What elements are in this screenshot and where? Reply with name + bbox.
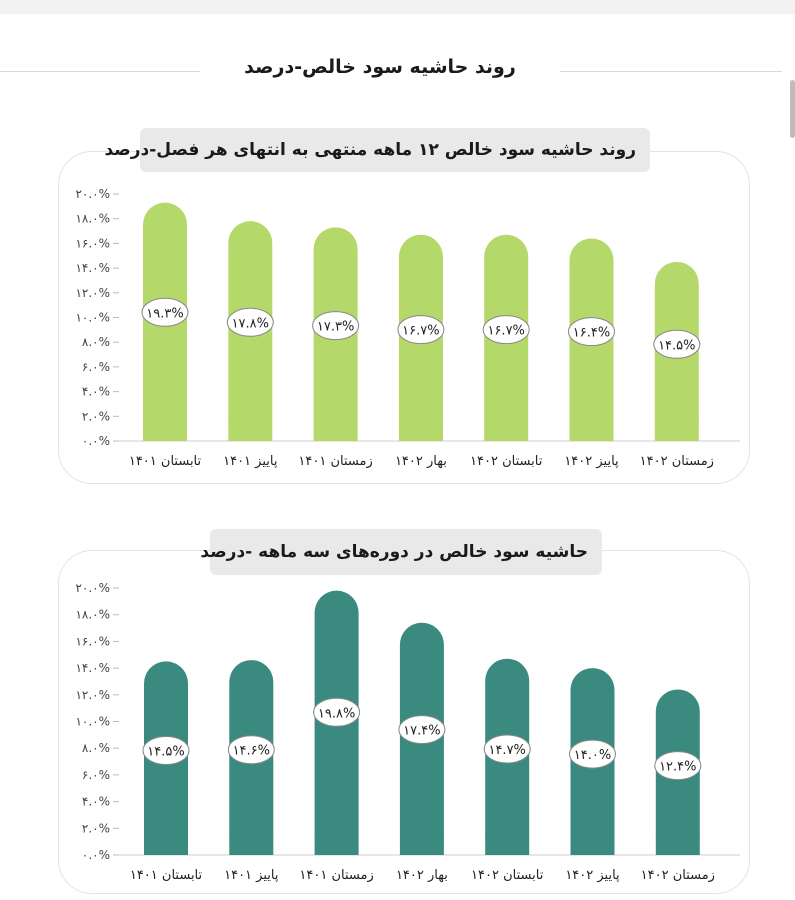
category-label: تابستان ۱۴۰۱	[129, 868, 203, 883]
value-label: ۱۴.۵%	[658, 338, 696, 354]
value-label: ۱۴.۷%	[488, 743, 526, 759]
value-label: ۱۴.۶%	[232, 743, 271, 759]
bar-base	[315, 833, 359, 855]
y-tick-label: ۴.۰%	[81, 794, 110, 809]
y-tick-label: ۱۰.۰%	[75, 714, 110, 729]
y-tick-label: ۱۴.۰%	[75, 661, 110, 676]
section-title: روند حاشیه سود خالص-درصد	[244, 56, 516, 78]
y-tick-label: ۱۸.۰%	[75, 607, 110, 622]
category-label: بهار ۱۴۰۲	[395, 868, 448, 883]
bar-base	[656, 833, 700, 855]
y-tick-label: ۲.۰%	[81, 409, 110, 424]
category-label: زمستان ۱۴۰۱	[299, 868, 374, 883]
y-tick-label: ۲.۰%	[81, 821, 110, 836]
y-tick-label: ۲۰.۰%	[75, 581, 110, 595]
y-tick-label: ۱۸.۰%	[75, 211, 110, 226]
category-label: زمستان ۱۴۰۲	[639, 454, 714, 469]
y-tick-label: ۱۶.۰%	[75, 236, 110, 251]
y-tick-label: ۰.۰%	[81, 434, 110, 448]
value-label: ۱۲.۴%	[659, 759, 697, 775]
category-label: تابستان ۱۴۰۱	[128, 454, 202, 469]
category-label: تابستان ۱۴۰۲	[470, 454, 543, 469]
category-label: بهار ۱۴۰۲	[394, 454, 447, 469]
chart1-title: روند حاشیه سود خالص ۱۲ ماهه منتهی به انتهای هر فصل-درصد	[140, 128, 650, 172]
value-label: ۱۷.۸%	[231, 316, 270, 332]
value-label: ۱۹.۳%	[146, 306, 184, 322]
y-tick-label: ۸.۰%	[81, 335, 110, 350]
y-tick-label: ۲۰.۰%	[75, 187, 110, 201]
value-label: ۱۴.۵%	[147, 744, 185, 760]
category-label: تابستان ۱۴۰۲	[471, 868, 544, 883]
bar-base	[229, 833, 273, 855]
y-tick-label: ۰.۰%	[81, 848, 110, 862]
chart2-title: حاشیه سود خالص در دوره‌های سه ماهه -درصد	[210, 529, 602, 575]
bar-base	[144, 833, 188, 855]
category-label: پاییز ۱۴۰۱	[223, 454, 278, 469]
bar-base	[400, 833, 444, 855]
y-tick-label: ۶.۰%	[81, 767, 110, 782]
category-label: پاییز ۱۴۰۱	[224, 868, 279, 883]
category-label: پاییز ۱۴۰۲	[565, 868, 620, 883]
y-tick-label: ۱۲.۰%	[75, 687, 110, 702]
category-label: زمستان ۱۴۰۲	[640, 868, 715, 883]
y-tick-label: ۱۲.۰%	[75, 285, 110, 300]
y-tick-label: ۱۶.۰%	[75, 634, 110, 649]
bar-base	[571, 833, 615, 855]
y-tick-label: ۸.۰%	[81, 741, 110, 756]
category-label: زمستان ۱۴۰۱	[298, 454, 373, 469]
y-tick-label: ۶.۰%	[81, 359, 110, 374]
value-label: ۱۴.۰%	[573, 748, 612, 764]
y-tick-label: ۱۰.۰%	[75, 310, 110, 325]
value-label: ۱۶.۷%	[487, 323, 525, 339]
value-label: ۱۶.۴%	[572, 325, 611, 341]
value-label: ۱۷.۳%	[316, 319, 355, 335]
bar-base	[485, 833, 529, 855]
value-label: ۱۷.۴%	[403, 723, 441, 739]
y-tick-label: ۴.۰%	[81, 384, 110, 399]
value-label: ۱۹.۸%	[317, 706, 356, 722]
value-label: ۱۶.۷%	[402, 323, 440, 339]
y-tick-label: ۱۴.۰%	[75, 261, 110, 276]
category-label: پاییز ۱۴۰۲	[564, 454, 619, 469]
